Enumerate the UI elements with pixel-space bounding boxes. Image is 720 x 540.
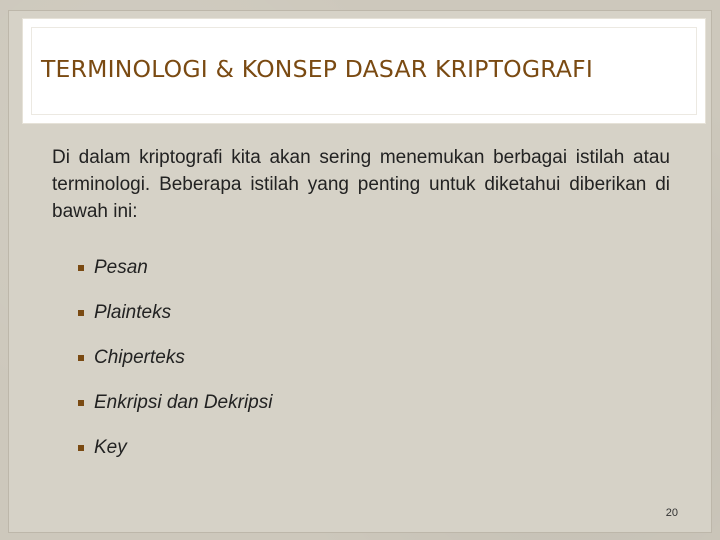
intro-paragraph: Di dalam kriptografi kita akan sering menemukan berbagai istilah atau terminologi. Beberapa istilah yang penting untuk diketahui diberikan di bawah ini: [52,147,670,222]
page-number: 20 [665,507,678,519]
square-bullet-icon [78,400,84,406]
square-bullet-icon [78,445,84,451]
list-item-label: Pesan [94,256,148,278]
list-item-pesan [78,245,272,290]
list-item-chiperteks [78,335,272,380]
list-item-key [78,425,272,470]
square-bullet-icon [78,355,84,361]
square-bullet-icon [78,310,84,316]
list-item-label: Plainteks [94,301,172,323]
list-item-label: Key [94,436,127,458]
list-item-label: Enkripsi dan Dekripsi [94,391,273,413]
term-list [78,245,272,470]
list-item-plainteks [78,290,272,335]
list-item-label: Chiperteks [94,346,185,368]
slide-title: TERMINOLOGI & KONSEP DASAR KRIPTOGRAFI [41,55,593,83]
square-bullet-icon [78,265,84,271]
list-item-enkripsi-dekripsi [78,380,272,425]
title-bar [22,18,706,124]
